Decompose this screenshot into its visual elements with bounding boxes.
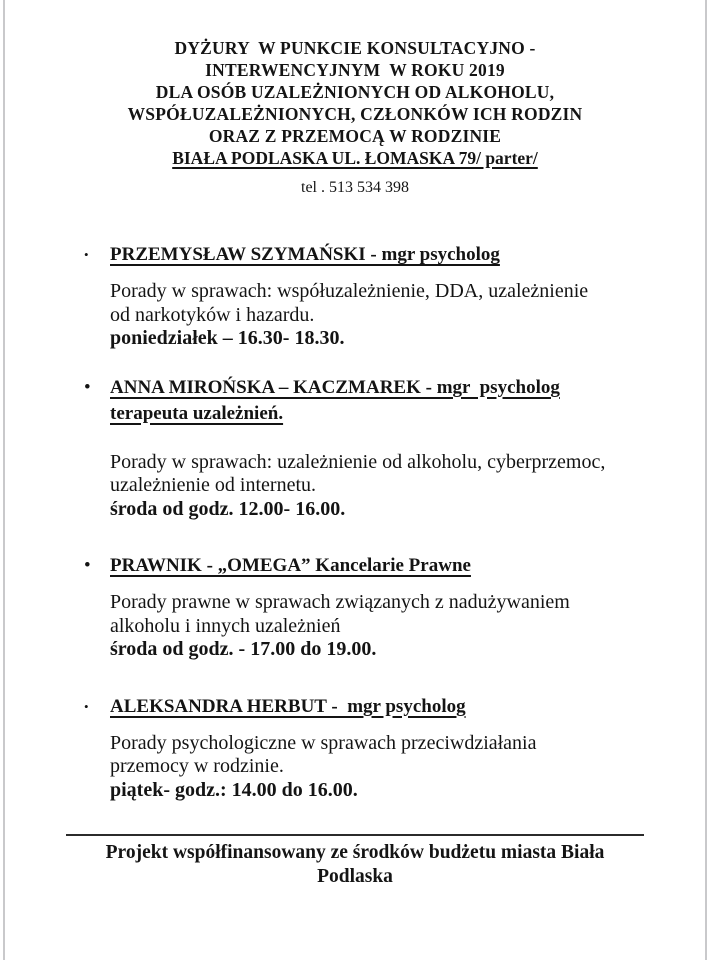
- document-footer: [66, 834, 644, 889]
- entry-description: [110, 451, 670, 522]
- entry-title: [110, 242, 670, 268]
- bullet-icon: •: [84, 247, 89, 262]
- description-line: Porady w sprawach: uzależnienie od alkoholu, cyberprzemoc,: [110, 450, 606, 473]
- bullet-icon: •: [84, 376, 91, 398]
- description-line: alkoholu i innych uzależnień: [110, 614, 341, 637]
- entry-title-line: ANNA MIROŃSKA – KACZMAREK - mgr psycholog: [110, 376, 560, 398]
- scan-edge-left: [3, 0, 5, 960]
- entry-body: [110, 242, 670, 351]
- entry-body: [110, 694, 670, 803]
- bullet-icon: •: [84, 555, 91, 576]
- duty-entry-herbut: [84, 694, 670, 803]
- title-line: ORAZ Z PRZEMOCĄ W RODZINIE: [208, 126, 502, 146]
- entry-description: [110, 591, 670, 662]
- duty-entries-list: [0, 242, 710, 802]
- title-line: INTERWENCYJNYM W ROKU 2019: [205, 60, 505, 80]
- page-title: [0, 37, 710, 169]
- entry-title-line: PRAWNIK - „OMEGA” Kancelarie Prawne: [110, 555, 471, 576]
- title-line: WSPÓŁUZALEŻNIONYCH, CZŁONKÓW ICH RODZIN: [127, 104, 583, 124]
- entry-body: [110, 375, 670, 522]
- entry-title: [110, 553, 670, 579]
- entry-schedule: poniedziałek – 16.30- 18.30.: [110, 327, 345, 349]
- title-line: DYŻURY W PUNKCIE KONSULTACYJNO -: [174, 38, 536, 58]
- duty-entry-mironska-kaczmarek: [84, 375, 670, 522]
- entry-title-line: PRZEMYSŁAW SZYMAŃSKI - mgr psycholog: [110, 244, 500, 265]
- entry-title-line: terapeuta uzależnień.: [110, 402, 284, 424]
- description-line: Porady psychologiczne w sprawach przeciwdziałania: [110, 731, 537, 754]
- entry-title: [110, 375, 670, 427]
- bullet-icon: •: [84, 698, 89, 714]
- duty-entry-prawnik-omega: [84, 553, 670, 662]
- footer-funding-note: Projekt współfinansowany ze środków budżetu miasta Biała Podlaska: [105, 842, 610, 887]
- duty-entry-szymanski: [84, 242, 670, 351]
- entry-description: [110, 732, 670, 803]
- entry-body: [110, 553, 670, 662]
- entry-title-line: ALEKSANDRA HERBUT - mgr psycholog: [110, 695, 466, 717]
- phone-number: tel . 513 534 398: [301, 179, 409, 196]
- entry-schedule: piątek- godz.: 14.00 do 16.00.: [110, 778, 358, 801]
- scan-edge-right: [705, 0, 707, 960]
- document-header: [0, 0, 710, 198]
- entry-description: [110, 280, 670, 351]
- entry-schedule: środa od godz. 12.00- 16.00.: [110, 497, 346, 520]
- title-line: DLA OSÓB UZALEŻNIONYCH OD ALKOHOLU,: [155, 82, 555, 102]
- address-line: BIAŁA PODLASKA UL. ŁOMASKA 79/ parter/: [172, 148, 538, 168]
- description-line: od narkotyków i hazardu.: [110, 303, 315, 326]
- entry-title: [110, 694, 670, 720]
- description-line: Porady prawne w sprawach związanych z nadużywaniem: [110, 591, 570, 613]
- description-line: Porady w sprawach: współuzależnienie, DDA, uzależnienie: [110, 280, 589, 302]
- description-line: przemocy w rodzinie.: [110, 755, 284, 777]
- entry-schedule: środa od godz. - 17.00 do 19.00.: [110, 638, 377, 660]
- description-line: uzależnienie od internetu.: [110, 474, 317, 496]
